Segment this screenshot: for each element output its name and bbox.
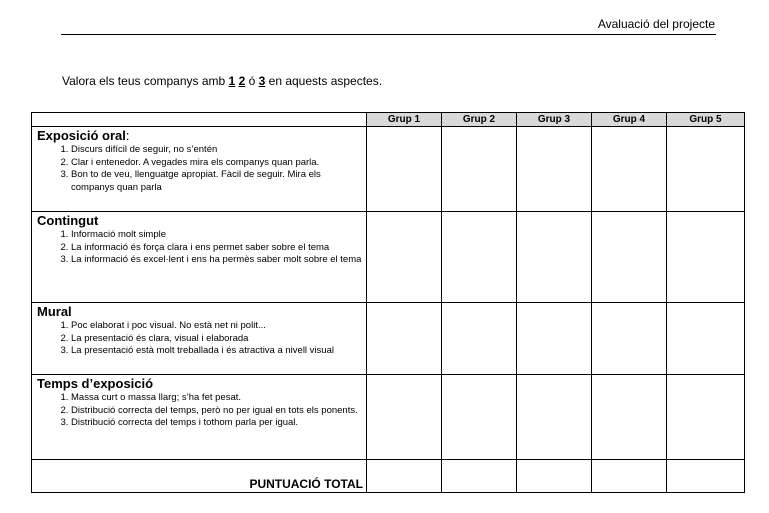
score-cell[interactable] — [517, 127, 592, 212]
criterion-title: Mural — [37, 304, 72, 319]
table-header-row — [32, 113, 745, 127]
total-label: PUNTUACIÓ TOTAL — [32, 460, 367, 493]
total-score-cell[interactable] — [442, 460, 517, 493]
score-cell[interactable] — [592, 375, 667, 460]
level-item: 1. Informació molt simple — [71, 229, 362, 242]
criterion-title: Contingut — [37, 213, 99, 228]
column-header-grup-5: Grup 5 — [667, 113, 745, 127]
score-cell[interactable] — [517, 375, 592, 460]
score-cell[interactable] — [667, 375, 745, 460]
criterion-row-exposicio-oral — [32, 127, 745, 212]
criterion-title: Temps d’exposició — [37, 376, 154, 391]
score-cell[interactable] — [667, 303, 745, 375]
header-corner — [32, 113, 367, 127]
score-cell[interactable] — [442, 127, 517, 212]
level-item: 3. Bon to de veu, llenguatge apropiat. Fàcil de seguir. Mira els companys quan parla — [71, 169, 362, 194]
total-score-cell[interactable] — [367, 460, 442, 493]
score-cell[interactable] — [442, 212, 517, 303]
score-cell[interactable] — [592, 303, 667, 375]
total-row — [32, 460, 745, 493]
level-item: 1. Poc elaborat i poc visual. No està net ni polit... — [71, 320, 362, 333]
score-cell[interactable] — [367, 127, 442, 212]
column-header-grup-3: Grup 3 — [517, 113, 592, 127]
level-item: 1. Massa curt o massa llarg; s’ha fet pesat. — [71, 392, 362, 405]
total-score-cell[interactable] — [667, 460, 745, 493]
criterion-row-contingut — [32, 212, 745, 303]
document-header-title: Avaluació del projecte — [597, 17, 715, 31]
criterion-levels — [37, 392, 362, 430]
score-cell[interactable] — [442, 303, 517, 375]
total-score-cell[interactable] — [517, 460, 592, 493]
total-score-cell[interactable] — [592, 460, 667, 493]
score-cell[interactable] — [367, 375, 442, 460]
score-cell[interactable] — [517, 303, 592, 375]
level-item: 2. La informació és força clara i ens permet saber sobre el tema — [71, 242, 362, 255]
score-cell[interactable] — [367, 303, 442, 375]
score-3: 3 — [258, 74, 266, 88]
criterion-cell — [32, 127, 367, 212]
criterion-cell — [32, 303, 367, 375]
score-cell[interactable] — [517, 212, 592, 303]
score-1: 1 — [228, 74, 236, 88]
criterion-cell — [32, 212, 367, 303]
score-cell[interactable] — [667, 212, 745, 303]
score-2: 2 — [238, 74, 246, 88]
instruction-separator: ó — [248, 74, 256, 88]
criterion-levels — [37, 229, 362, 267]
criterion-row-temps-exposicio — [32, 375, 745, 460]
level-item: 3. La informació és excel·lent i ens ha permès saber molt sobre el tema — [71, 254, 362, 267]
evaluation-table — [31, 112, 745, 493]
level-item: 2. Distribució correcta del temps, però no per igual en tots els ponents. — [71, 405, 362, 418]
column-header-grup-2: Grup 2 — [442, 113, 517, 127]
criterion-title: Exposició oral: — [37, 128, 130, 143]
level-item: 2. Clar i entenedor. A vegades mira els companys quan parla. — [71, 157, 362, 170]
column-header-grup-1: Grup 1 — [367, 113, 442, 127]
score-cell[interactable] — [592, 212, 667, 303]
level-item: 3. La presentació està molt treballada i és atractiva a nivell visual — [71, 345, 362, 358]
level-item: 2. La presentació és clara, visual i elaborada — [71, 333, 362, 346]
criterion-cell — [32, 375, 367, 460]
criterion-levels — [37, 320, 362, 358]
criterion-row-mural — [32, 303, 745, 375]
instruction-prefix: Valora els teus companys amb — [62, 74, 229, 88]
header-divider — [61, 34, 716, 35]
score-cell[interactable] — [367, 212, 442, 303]
level-item: 1. Discurs difícil de seguir, no s’entén — [71, 144, 362, 157]
level-item: 3. Distribució correcta del temps i tothom parla per igual. — [71, 417, 362, 430]
column-header-grup-4: Grup 4 — [592, 113, 667, 127]
criterion-levels — [37, 144, 362, 194]
instruction-text — [62, 74, 382, 88]
instruction-suffix: en aquests aspectes. — [268, 74, 383, 88]
score-cell[interactable] — [667, 127, 745, 212]
score-cell[interactable] — [592, 127, 667, 212]
score-cell[interactable] — [442, 375, 517, 460]
